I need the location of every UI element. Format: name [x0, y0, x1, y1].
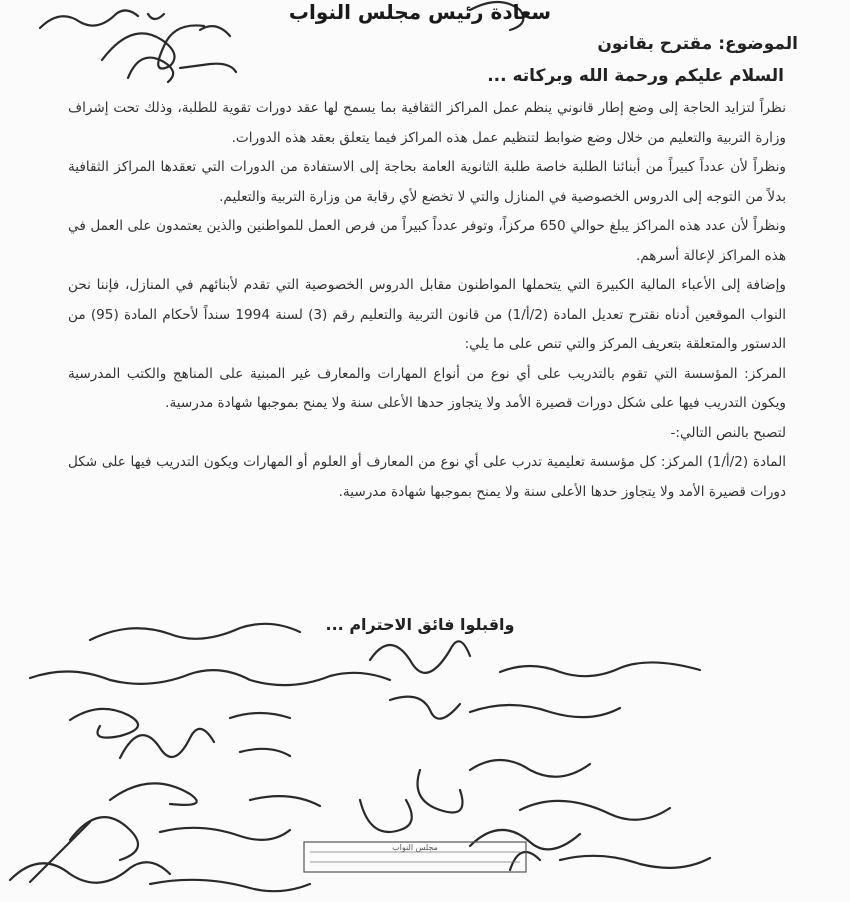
stamp-label: مجلس النواب: [392, 843, 438, 852]
body-paragraph: المركز: المؤسسة التي تقوم بالتدريب على أي نوع من أنواع المهارات والمعارف غير المبنية على المناهج والكتب المدرسية ويكون التدريب فيها على شكل دورات قصيرة الأمد ولا يتجاوز حدها الأعلى سنة ولا يمنح بموجبها شهادة مدرسية.: [68, 365, 786, 411]
body-paragraph: نظراً لتزايد الحاجة إلى وضع إطار قانوني ينظم عمل المراكز الثقافية بما يسمح لها عقد دورات تقوية للطلبة، وذلك تحت إشراف وزارة التربية والتعليم من خلال وضع ضوابط لتنظيم عمل هذه المراكز فيما يتعلق بعقد هذه الدورات.: [68, 100, 786, 146]
letter-addressee: سعادة رئيس مجلس النواب: [288, 0, 552, 24]
parliament-stamp: [300, 838, 530, 876]
body-paragraph: ونظراً لأن عدد هذه المراكز يبلغ حوالي 650 مركزاً، وتوفر عدداً كبيراً من فرص العمل للمواطنين والذين يعتمدون على العمل في هذه المراكز لإعالة أسرهم.: [68, 218, 786, 264]
letter-subject: الموضوع: مقترح بقانون: [597, 34, 798, 54]
body-paragraph: ونظراً لأن عدداً كبيراً من أبنائنا الطلبة خاصة طلبة الثانوية العامة بحاجة إلى الاستفادة من الدورات التي تعقدها المراكز الثقافية بدلاً من التوجه إلى الدروس الخصوصية في المنازل والتي لا تخضع لأي رقابة من وزارة التربية والتعليم.: [68, 159, 786, 205]
letter-closing: واقبلوا فائق الاحترام ...: [325, 615, 515, 634]
body-paragraph: وإضافة إلى الأعباء المالية الكبيرة التي يتحملها المواطنون مقابل الدروس الخصوصية التي تقدم لأبنائهم في المنازل، فإننا نحن النواب الموقعين أدناه نقترح تعديل المادة (2/أ/1) من قانون التربية والتعليم رقم (3) لسنة 1994 سنداً لأحكام المادة (95) من الدستور والمتعلقة بتعريف المركز والتي تنص على ما يلي:: [68, 277, 786, 352]
letter-greeting: السلام عليكم ورحمة الله وبركاته ...: [487, 66, 784, 86]
letter-body: [68, 94, 786, 507]
body-paragraph: لتصبح بالنص التالي:-: [670, 424, 786, 441]
body-paragraph: المادة (2/أ/1) المركز: كل مؤسسة تعليمية تدرب على أي نوع من المعارف أو العلوم أو المهارات ويكون التدريب فيها على شكل دورات قصيرة الأمد ولا يتجاوز حدها الأعلى سنة ولا يمنح بموجبها شهادة مدرسية.: [68, 454, 786, 500]
